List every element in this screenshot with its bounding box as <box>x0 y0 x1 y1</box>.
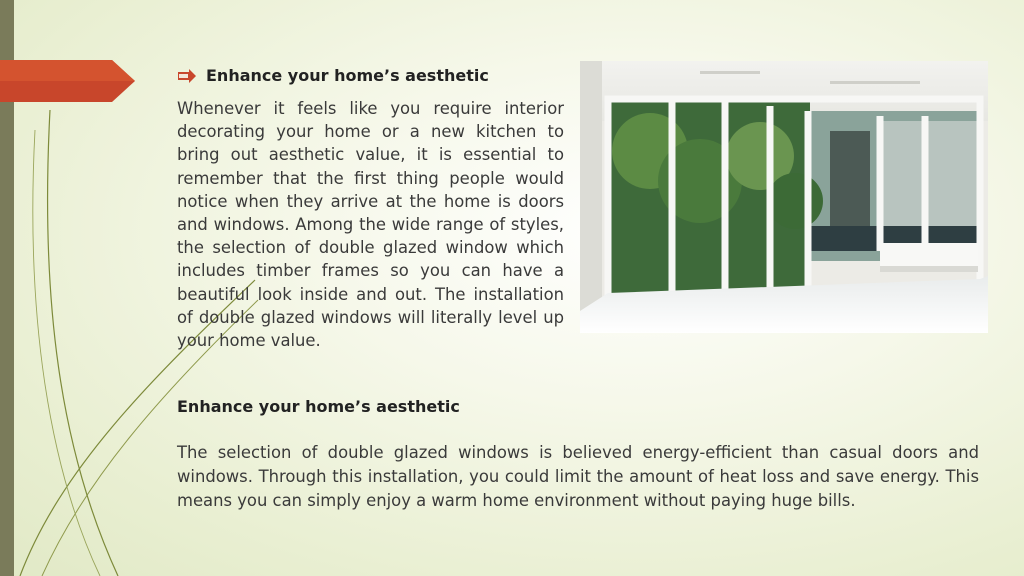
bullet-title: Enhance your home’s aesthetic <box>206 66 489 85</box>
bullet-heading-row <box>178 66 489 85</box>
room-photo <box>580 61 988 333</box>
energy-paragraph: The selection of double glazed windows is believed energy-efficient than casual doors and windows. Through this installation, you could limit the amount of heat loss and save energy. This means you can simply enjoy a warm home environment without paying huge bills. <box>177 443 979 510</box>
intro-paragraph: Whenever it feels like you require interior decorating your home or a new kitchen to bring out aesthetic value, it is essential to remember that the first thing people would notice when they arrive at the home is doors and windows. Among the wide range of styles, the selection of double glazed window which includes timber frames so you can have a beautiful look inside and out. The installation of double glazed windows will literally level up your home value. <box>177 99 564 351</box>
section-heading: Enhance your home’s aesthetic <box>177 397 460 416</box>
pen-arrow-icon <box>178 69 196 83</box>
